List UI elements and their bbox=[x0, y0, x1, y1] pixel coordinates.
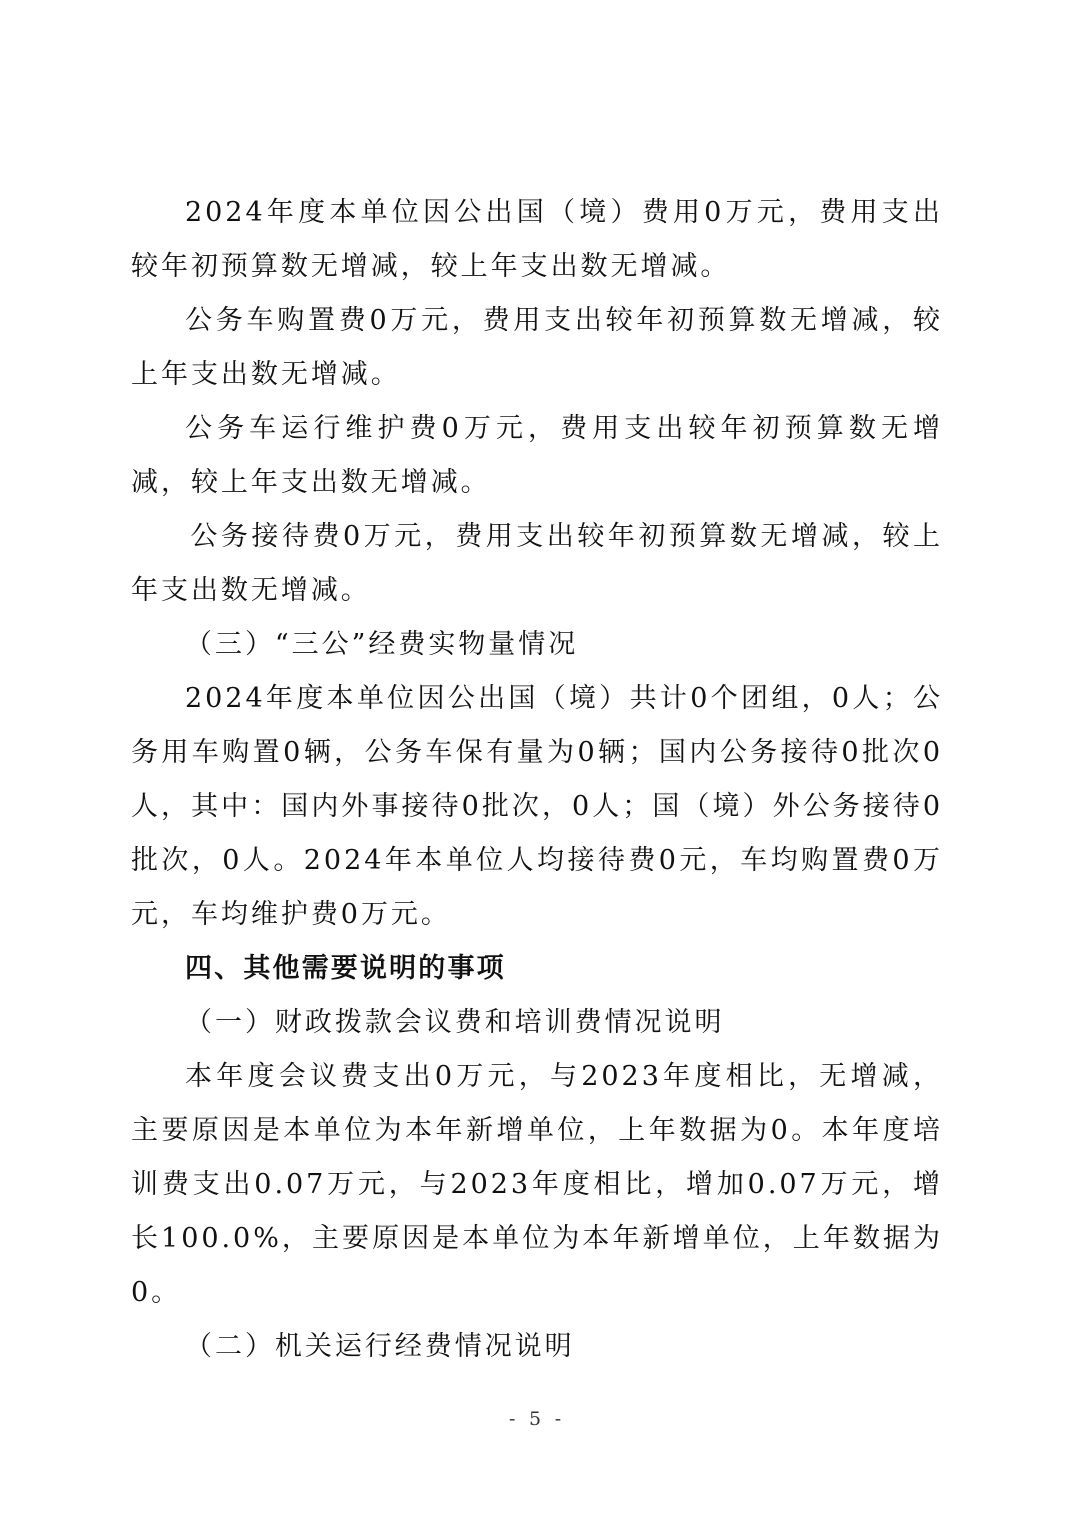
paragraph-physical-quantity: 2024年度本单位因公出国（境）共计0个团组，0人；公务用车购置0辆，公务车保有量为0辆；国内公务接待0批次0人，其中：国内外事接待0批次，0人；国（境）外公务接待0批次，0人。2024年本单位人均接待费0元，车均购置费0万元，车均维护费0万元。 bbox=[131, 683, 943, 930]
document-body bbox=[131, 186, 943, 1374]
section-heading-other-matters: 四、其他需要说明的事项 bbox=[185, 953, 506, 984]
paragraph-overseas-travel-cost: 2024年度本单位因公出国（境）费用0万元，费用支出较年初预算数无增减，较上年支出数无增减。 bbox=[131, 197, 943, 282]
paragraph-vehicle-purchase-cost: 公务车购置费0万元，费用支出较年初预算数无增减，较上年支出数无增减。 bbox=[131, 305, 943, 390]
page-number: - 5 - bbox=[508, 1408, 565, 1430]
section-heading-physical-quantity: （三）“三公”经费实物量情况 bbox=[185, 629, 579, 660]
paragraph-reception-cost: 公务接待费0万元，费用支出较年初预算数无增减，较上年支出数无增减。 bbox=[131, 521, 943, 606]
section-heading-meeting-training: （一）财政拨款会议费和培训费情况说明 bbox=[185, 1007, 725, 1038]
paragraph-vehicle-maintenance-cost: 公务车运行维护费0万元，费用支出较年初预算数无增减，较上年支出数无增减。 bbox=[131, 413, 943, 498]
paragraph-meeting-training: 本年度会议费支出0万元，与2023年度相比，无增减，主要原因是本单位为本年新增单位，上年数据为0。本年度培训费支出0.07万元，与2023年度相比，增加0.07万元，增长100.0%，主要原因是本单位为本年新增单位，上年数据为0。 bbox=[131, 1061, 943, 1308]
section-heading-operating-expenses: （二）机关运行经费情况说明 bbox=[185, 1331, 575, 1362]
